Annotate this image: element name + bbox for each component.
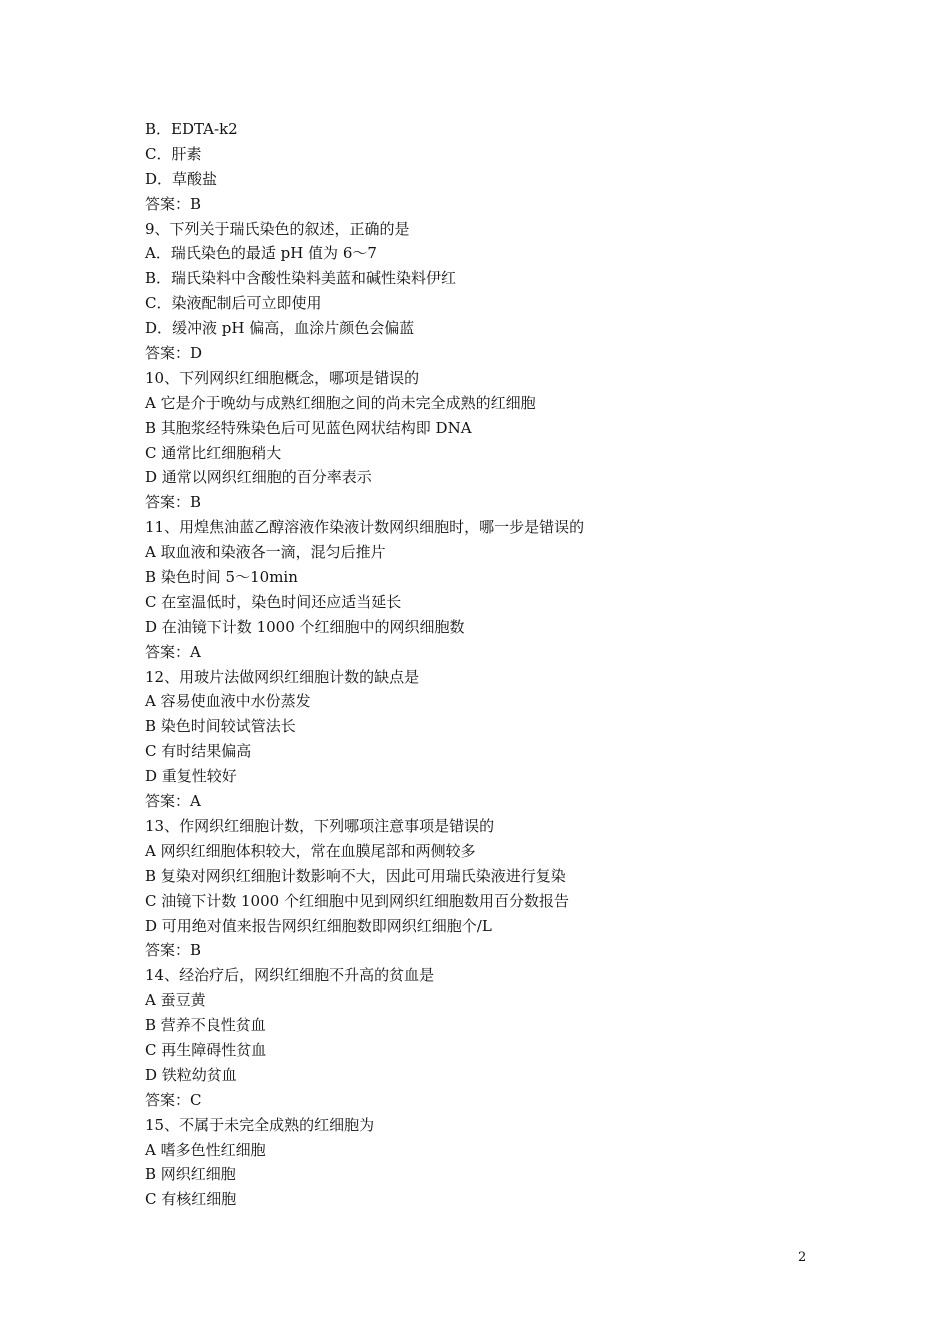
option-line: B 网织红细胞 [145,1165,236,1184]
option-line: A 它是介于晚幼与成熟红细胞之间的尚未完全成熟的红细胞 [145,393,536,412]
option-line: B 染色时间 5～10min [145,568,298,587]
option-line: D．缓冲液 pH 偏高，血涂片颜色会偏蓝 [145,319,415,338]
option-line: A 网织红细胞体积较大，常在血膜尾部和两侧较多 [145,841,476,860]
answer-line: 答案：B [145,493,202,512]
option-line: A 取血液和染液各一滴，混匀后推片 [145,543,386,562]
question-line: 10、下列网织红细胞概念，哪项是错误的 [145,368,420,387]
page-number: 2 [798,1250,807,1265]
option-line: D 通常以网织红细胞的百分率表示 [145,468,372,487]
question-line: 14、经治疗后，网织红细胞不升高的贫血是 [145,966,435,985]
question-line: 9、下列关于瑞氏染色的叙述，正确的是 [145,219,410,238]
option-line: B 营养不良性贫血 [145,1016,266,1035]
option-line: A 蚕豆黄 [145,991,206,1010]
question-line: 13、作网织红细胞计数，下列哪项注意事项是错误的 [145,816,495,835]
option-line: D 可用绝对值来报告网织红细胞数即网织红细胞个/L [145,916,492,935]
option-line: C 有核红细胞 [145,1190,237,1209]
answer-line: 答案：B [145,194,202,213]
option-line: C．染液配制后可立即使用 [145,294,322,313]
option-line: C 在室温低时，染色时间还应适当延长 [145,592,402,611]
text-line: C．肝素 [145,144,202,163]
answer-line: 答案：A [145,642,201,661]
option-line: C 油镜下计数 1000 个红细胞中见到网织红细胞数用百分数报告 [145,891,569,910]
text-line: D．草酸盐 [145,169,218,188]
option-line: D 重复性较好 [145,767,237,786]
option-line: A 容易使血液中水份蒸发 [145,692,311,711]
answer-line: 答案：C [145,1090,202,1109]
answer-line: 答案：B [145,941,202,960]
option-line: A 嗜多色性红细胞 [145,1140,266,1159]
option-line: B 染色时间较试管法长 [145,717,296,736]
question-line: 15、不属于未完全成熟的红细胞为 [145,1115,375,1134]
option-line: D 铁粒幼贫血 [145,1065,237,1084]
option-line: B．瑞氏染料中含酸性染料美蓝和碱性染料伊红 [145,269,457,288]
option-line: C 通常比红细胞稍大 [145,443,282,462]
option-line: A．瑞氏染色的最适 pH 值为 6～7 [145,244,377,263]
document-body [145,117,845,1212]
option-line: B 其胞浆经特殊染色后可见蓝色网状结构即 DNA [145,418,472,437]
option-line: B 复染对网织红细胞计数影响不大，因此可用瑞氏染液进行复染 [145,866,566,885]
answer-line: 答案：A [145,792,201,811]
question-line: 12、用玻片法做网织红细胞计数的缺点是 [145,667,420,686]
question-line: 11、用煌焦油蓝乙醇溶液作染液计数网织细胞时，哪一步是错误的 [145,518,585,537]
option-line: C 有时结果偏高 [145,742,252,761]
option-line: D 在油镜下计数 1000 个红细胞中的网织细胞数 [145,617,465,636]
option-line: C 再生障碍性贫血 [145,1040,267,1059]
text-line: B．EDTA-k2 [145,120,238,138]
answer-line: 答案：D [145,344,203,363]
